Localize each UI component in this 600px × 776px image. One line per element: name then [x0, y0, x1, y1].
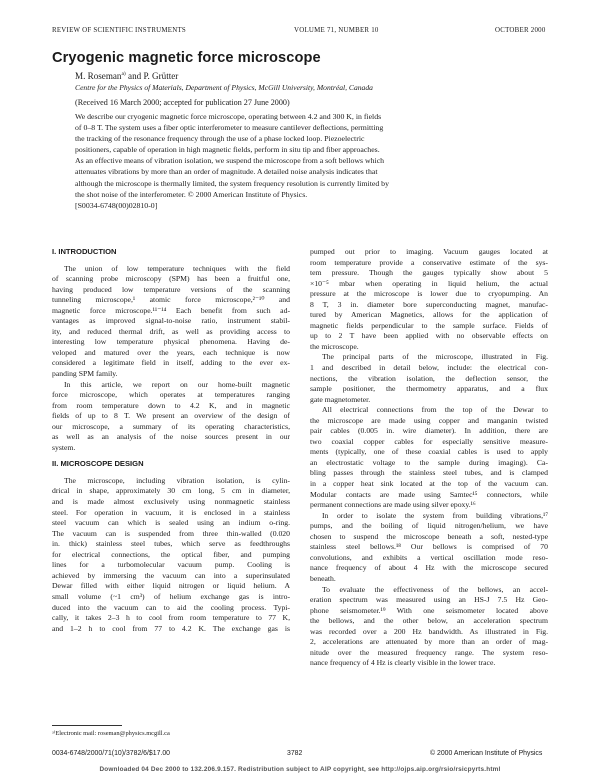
body-line: the bellows, and the other below, an acceleration spectrum: [310, 616, 548, 626]
body-line: permanent connections are made using silver epoxy.¹⁶: [310, 500, 476, 510]
body-line: was recorded over a 200 Hz bandwidth. As illustrated in Fig.: [310, 626, 548, 636]
author-2: and P. Grütter: [128, 71, 179, 82]
body-line: and is made almost exclusively using nonmagnetic stainless: [52, 497, 290, 507]
copyright-notice: © 2000 American Institute of Physics: [430, 750, 543, 757]
body-line: force microscope, which operates at temperatures ranging: [52, 390, 290, 400]
body-line: the microscope.: [310, 341, 359, 351]
body-line: ×10⁻⁵ mbar when operating in liquid helium, the actual: [310, 278, 548, 288]
footnote-email: ᵃ⁾Electronic mail: roseman@physics.mcgill.ca: [52, 730, 170, 737]
body-line: gate magnetometer.: [310, 394, 371, 404]
body-line: magnetic fields perpendicular to the sample surface. Fields of: [310, 320, 548, 330]
right-column: [310, 247, 548, 669]
download-notice: Downloaded 04 Dec 2000 to 132.206.9.157. Redistribution subject to AIP copyright, see http://ojps.aip.org/rsio/rsicpyrts.html: [99, 766, 501, 773]
body-line: nance frequency of 4 Hz is clearly visible in the lower trace.: [310, 658, 496, 668]
body-line: drical in shape, approximately 30 cm long, 5 cm in diameter,: [52, 486, 290, 496]
body-line: considered a legitimate field in itself, adding to the ever ex-: [52, 358, 290, 368]
received-dates: (Received 16 March 2000; accepted for publication 27 June 2000): [75, 98, 290, 107]
abstract-pacs: [S0034-6748(00)02810-0]: [75, 200, 158, 210]
body-line: To evaluate the effectiveness of the bellows, an accel-: [322, 584, 548, 594]
body-line: in a copper heat sink located at the top of the vacuum can.: [310, 479, 548, 489]
page-number: 3782: [287, 750, 303, 757]
body-line: cally, it takes 2–3 h to cool from room temperature to 77 K,: [52, 613, 290, 623]
body-line: having produced low temperature versions of the scanning: [52, 284, 290, 294]
author-list: [75, 71, 178, 81]
abstract-line: We describe our cryogenic magnetic force microscope, operating between 4.2 and 300 K, in fields: [75, 112, 382, 121]
body-line: stainless steel bellows.¹⁸ Our bellows is comprised of 70: [310, 542, 548, 552]
body-line: eration spectrum was measured using an HS-J 7.5 Hz Geo-: [310, 595, 548, 605]
body-line: in. thick) stainless steel tubes, which serve as feedthroughs: [52, 539, 290, 549]
body-line: pumped out prior to imaging. Vacuum gauges located at: [310, 247, 548, 256]
section-heading-microscope-design: II. MICROSCOPE DESIGN: [52, 459, 144, 469]
body-line: magnetic force microscope.¹¹⁻¹⁴ Each benefit from such ad-: [52, 305, 290, 315]
body-line: from room temperature down to 4.2 K, and in magnetic: [52, 400, 290, 410]
body-line: an electrostatic voltage to the sample during imaging). Ca-: [310, 457, 548, 467]
body-line: The microscope, including vibration isolation, is cylin-: [64, 475, 290, 485]
affiliation: Centre for the Physics of Materials, Department of Physics, McGill University, Montréal, Canada: [75, 83, 373, 92]
body-line: achieved by immersing the vacuum can into a superinsulated: [52, 570, 290, 580]
body-line: fields of up to 8 T. We present an overview of the design of: [52, 411, 290, 421]
body-line: the microscope are made using copper and manganin twisted: [310, 415, 548, 425]
abstract-line: although the microscope is thermally limited, the system frequency resolution is currently limited by: [75, 178, 389, 188]
body-line: interesting low temperature physical phenomena. Having de-: [52, 337, 290, 347]
body-line: our microscope, a summary of its operating characteristics,: [52, 421, 290, 431]
body-line: pumps, and the boiling of liquid nitrogen/helium, we have: [310, 521, 548, 531]
body-line: bling passes through the stainless steel tubes, and is clamped: [310, 468, 548, 478]
body-line: sample positioner, the thermometry apparatus, and a flux: [310, 384, 548, 394]
body-line: Dewar filled with either liquid nitrogen or liquid helium. A: [52, 581, 290, 591]
body-line: steel vacuum can which is sealed using an indium o-ring.: [52, 518, 290, 528]
body-line: two coaxial copper cables for especially sensitive measure-: [310, 436, 548, 446]
body-line: All electrical connections from the top of the Dewar to: [322, 405, 548, 415]
body-line: vantages as improved signal-to-noise ratio, instrument stabil-: [52, 316, 290, 326]
body-line: 2, accelerations are attenuated by more than an order of mag-: [310, 637, 548, 647]
body-line: Modular contacts are made using Samtec¹⁵ connectors, while: [310, 489, 548, 499]
issue-date: OCTOBER 2000: [495, 27, 546, 34]
body-line: system.: [52, 442, 76, 452]
body-line: of scanning probe microscopy (SPM) has been a fruitful one,: [52, 274, 290, 284]
volume-number: VOLUME 71, NUMBER 10: [294, 27, 379, 34]
body-line: room temperature provide a conservative estimate of the sys-: [310, 257, 548, 267]
body-line: ments (typically, one of these coaxial cables is used to apply: [310, 447, 548, 457]
body-line: ity, and reduced thermal drift, as well as providing access to: [52, 326, 290, 336]
abstract: [75, 111, 545, 211]
body-line: The principal parts of the microscope, illustrated in Fig.: [322, 352, 548, 362]
journal-name: REVIEW OF SCIENTIFIC INSTRUMENTS: [52, 27, 187, 34]
author-1-footnote-mark: a): [121, 71, 126, 77]
body-line: nitude over the measured frequency range. The system reso-: [310, 647, 548, 657]
body-line: up to 2 T have been applied with no observable effects on: [310, 331, 548, 341]
body-line: pressure at the microscope is lower due to cryopumping. An: [310, 289, 548, 299]
body-line: lines for a turbomolecular vacuum pump. Cooling is: [52, 560, 290, 570]
footnote-rule: [52, 725, 122, 726]
abstract-line: positioners, capable of operation in high magnetic fields, perform in situ tip and fiber approaches.: [75, 145, 380, 155]
body-line: nections, the vibration isolation, the deflection sensor, the: [310, 373, 548, 383]
body-line: chosen to suspend the microscope beneath a soft, nested-type: [310, 531, 548, 541]
body-line: pair cables (0.005 in. wire diameter). In addition, there are: [310, 426, 548, 436]
body-line: 1 and described in detail below, include: the electrical con-: [310, 363, 548, 373]
body-line: small volume (~1 cm³) of helium exchange gas is intro-: [52, 591, 290, 601]
body-line: nance frequency of about 4 Hz with the microscope secured: [310, 563, 548, 573]
body-line: phone seismometer.¹⁹ With one seismometer located above: [310, 605, 548, 615]
body-line: as well as an analysis of the noise sources present in our: [52, 432, 290, 442]
section-heading-introduction: I. INTRODUCTION: [52, 247, 117, 256]
body-line: beneath.: [310, 573, 336, 583]
article-code: 0034-6748/2000/71(10)/3782/6/$17.00: [52, 750, 171, 757]
body-line: for electrical connections, the optical fiber, and pumping: [52, 549, 290, 559]
body-line: and 1–2 h to cool from 77 to 4.2 K. The exchange gas is: [52, 623, 290, 633]
paper-title: Cryogenic magnetic force microscope: [52, 50, 321, 66]
body-line: 8 T, 3 in. diameter bore superconducting magnet, manufac-: [310, 299, 548, 309]
author-1: M. Roseman: [75, 71, 122, 82]
left-column: [52, 247, 290, 634]
body-line: In order to isolate the system from building vibrations,¹⁷: [322, 510, 548, 520]
abstract-line: attenuates vibrations by more than an order of magnitude. A detailed noise analysis indicates that: [75, 167, 378, 177]
abstract-line: of 0–8 T. The system uses a fiber optic interferometer to measure cantilever deflections, permitting: [75, 123, 384, 133]
body-line: The union of low temperature techniques with the field: [64, 263, 290, 273]
body-line: The vacuum can is suspended from three thin-walled (0.020: [52, 528, 290, 538]
body-line: steel. For operation in vacuum, it is enclosed in a stainless: [52, 507, 290, 517]
body-line: panding SPM family.: [52, 369, 118, 379]
abstract-line: As an effective means of vibration isolation, we suspend the microscope from a soft bellows which: [75, 156, 385, 166]
body-line: duced into the vacuum can to aid the cooling process. Typi-: [52, 602, 290, 612]
body-line: convolutions, and exhibits a vertical oscillation mode reso-: [310, 552, 548, 562]
body-line: tem pressure. Though the gauges typically show about 5: [310, 268, 548, 278]
abstract-line: the shot noise of the interferometer. © 2000 American Institute of Physics.: [75, 189, 308, 199]
abstract-line: the tracking of the resonance frequency through the use of a phase locked loop. Piezoelectric: [75, 134, 365, 144]
body-line: tured by American Magnetics, allows for the application of: [310, 310, 548, 320]
body-line: veloped and matured over the years, each technique is now: [52, 347, 290, 357]
body-line: tunneling microscope,¹ atomic force microscope,²⁻¹⁰ and: [52, 295, 290, 305]
body-line: In this article, we report on our home-built magnetic: [64, 379, 290, 389]
